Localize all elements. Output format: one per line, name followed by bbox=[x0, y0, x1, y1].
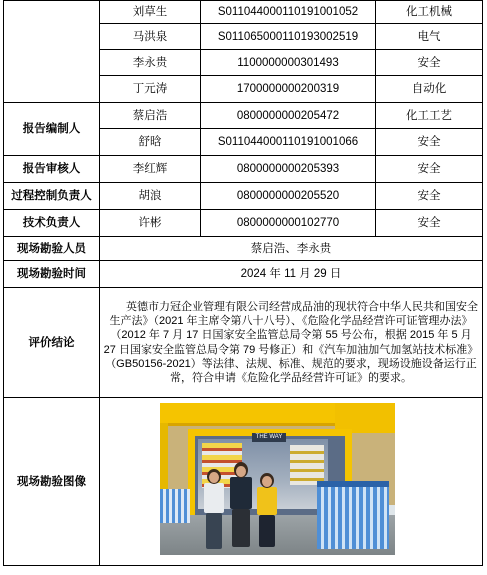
station-staff-figure bbox=[257, 487, 277, 515]
staff-cert-number: S011065000110193002519 bbox=[201, 24, 376, 50]
site-survey-time-label: 现场勘验时间 bbox=[4, 261, 100, 288]
personnel-table bbox=[3, 0, 483, 566]
report-reviewer-row bbox=[4, 156, 483, 183]
evaluation-cell bbox=[100, 288, 483, 398]
site-photo-cell bbox=[100, 398, 483, 566]
water-bottle-stack bbox=[317, 481, 389, 549]
compiler-specialty: 安全 bbox=[376, 129, 483, 156]
site-photo-row bbox=[4, 398, 483, 566]
controller-specialty: 安全 bbox=[376, 183, 483, 210]
staff-specialty: 化工机械 bbox=[376, 1, 483, 24]
technical-lead-name: 许彬 bbox=[100, 210, 201, 237]
assessment-report-page bbox=[3, 0, 482, 567]
staff-name: 刘草生 bbox=[100, 1, 201, 24]
report-compiler-row bbox=[4, 103, 483, 129]
compiler-name: 蔡启浩 bbox=[100, 103, 201, 129]
staff-name: 马洪泉 bbox=[100, 24, 201, 50]
evaluation-row bbox=[4, 288, 483, 398]
reviewer-specialty: 安全 bbox=[376, 156, 483, 183]
compiler-specialty: 化工工艺 bbox=[376, 103, 483, 129]
site-survey-time-value: 2024 年 11 月 29 日 bbox=[100, 261, 483, 288]
inspector-figure bbox=[204, 483, 224, 513]
staff-cert-number: 1100000000301493 bbox=[201, 50, 376, 76]
staff-specialty: 自动化 bbox=[376, 76, 483, 103]
site-photo-label: 现场勘验图像 bbox=[4, 398, 100, 566]
process-controller-row bbox=[4, 183, 483, 210]
inspector-figure bbox=[230, 477, 252, 509]
blank-label-cell bbox=[4, 1, 100, 103]
technical-lead-cert-number: 0800000000102770 bbox=[201, 210, 376, 237]
staff-name: 李永贵 bbox=[100, 50, 201, 76]
evaluation-label: 评价结论 bbox=[4, 288, 100, 398]
technical-lead-specialty: 安全 bbox=[376, 210, 483, 237]
reviewer-cert-number: 0800000000205393 bbox=[201, 156, 376, 183]
report-reviewer-label: 报告审核人 bbox=[4, 156, 100, 183]
store-sign: THE WAY bbox=[252, 433, 286, 442]
controller-name: 胡浪 bbox=[100, 183, 201, 210]
site-survey-photo bbox=[160, 403, 395, 555]
site-survey-staff-label: 现场勘验人员 bbox=[4, 237, 100, 261]
staff-specialty: 电气 bbox=[376, 24, 483, 50]
staff-cert-number: 1700000000200319 bbox=[201, 76, 376, 103]
evaluation-text: 英德市力冠企业管理有限公司经营成品油的现状符合中华人民共和国安全生产法》（2021 年主席令第八十八号）、《危险化学品经营许可证管理办法》（2012 年 7 月 17 日国家安全监管总局令第 55 号公布，根据 2015 年 5 月 27 日国家安全监管总局令第 79 号修正）和《汽车加油加气加氢站技术标准》（GB50156-2021）等法律、法规、标准、规范的要求，现场设施设备运行正常，符合申请《危险化学品经营许可证》的要求。 bbox=[103, 300, 479, 385]
controller-cert-number: 0800000000205520 bbox=[201, 183, 376, 210]
staff-specialty: 安全 bbox=[376, 50, 483, 76]
report-compiler-label: 报告编制人 bbox=[4, 103, 100, 156]
compiler-name: 舒晗 bbox=[100, 129, 201, 156]
site-survey-staff-value: 蔡启浩、李永贵 bbox=[100, 237, 483, 261]
compiler-cert-number: S011044000110191001066 bbox=[201, 129, 376, 156]
technical-lead-label: 技术负责人 bbox=[4, 210, 100, 237]
compiler-cert-number: 0800000000205472 bbox=[201, 103, 376, 129]
reviewer-name: 李红辉 bbox=[100, 156, 201, 183]
technical-lead-row bbox=[4, 210, 483, 237]
staff-name: 丁元涛 bbox=[100, 76, 201, 103]
process-controller-label: 过程控制负责人 bbox=[4, 183, 100, 210]
site-survey-staff-row bbox=[4, 237, 483, 261]
staff-cert-number: S011044000110191001052 bbox=[201, 1, 376, 24]
staff-row bbox=[4, 1, 483, 24]
site-survey-time-row bbox=[4, 261, 483, 288]
